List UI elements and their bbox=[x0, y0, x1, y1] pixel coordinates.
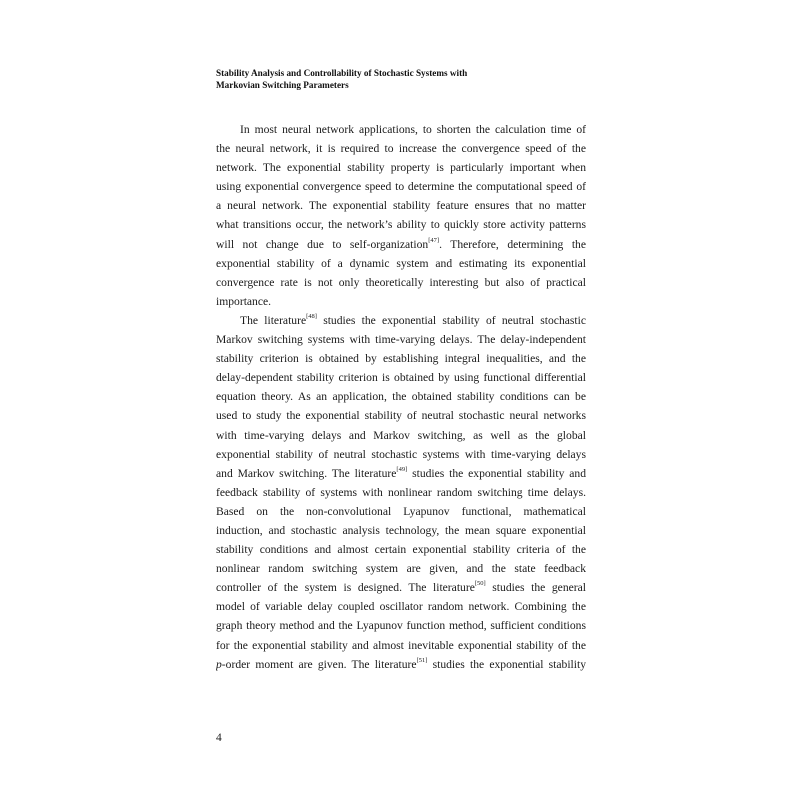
text-line: equation theory. As an application, the obtained stability conditions can be bbox=[216, 390, 586, 404]
text-line: the neural network, it is required to increase the convergence speed of the bbox=[216, 142, 586, 156]
math-variable-p: p bbox=[216, 657, 222, 671]
citation-48: [48] bbox=[306, 313, 317, 321]
text-line: graph theory method and the Lyapunov function method, sufficient conditions bbox=[216, 619, 586, 633]
citation-51: [51] bbox=[416, 656, 428, 664]
text-line: Markov switching systems with time-varying delays. The delay-independent bbox=[216, 333, 586, 347]
text-line: using exponential convergence speed to determine the computational speed of bbox=[216, 180, 586, 194]
text-line: feedback stability of systems with nonlinear random switching time delays. bbox=[216, 485, 586, 499]
text-line: will not change due to self-organization[47]. Therefore, determining the bbox=[216, 236, 586, 251]
text-line: convergence rate is not only theoretically interesting but also of practical bbox=[216, 275, 586, 289]
paragraph-1 bbox=[216, 120, 586, 311]
running-header-line-2: Markovian Switching Parameters bbox=[216, 80, 349, 90]
text-line: model of variable delay coupled oscillator random network. Combining the bbox=[216, 600, 586, 614]
text-line: for the exponential stability and almost inevitable exponential stability of the bbox=[216, 638, 586, 652]
text-line: The literature[48] studies the exponential stability of neutral stochastic bbox=[240, 313, 586, 327]
text-line: and Markov switching. The literature[49] studies the exponential stability and bbox=[216, 465, 586, 480]
paragraph-2 bbox=[216, 311, 586, 674]
text-line: what transitions occur, the network’s ability to quickly store activity patterns bbox=[216, 218, 586, 232]
text-line: delay-dependent stability criterion is obtained by using functional differential bbox=[216, 371, 586, 385]
running-header bbox=[216, 67, 616, 91]
text-line: nonlinear random switching system are given, and the state feedback bbox=[216, 562, 586, 576]
text-line: p-order moment are given. The literature[51] studies the exponential stability bbox=[216, 656, 586, 671]
text-line: with time-varying delays and Markov switching, as well as the global bbox=[216, 428, 586, 442]
text-line: controller of the system is designed. The literature[50] studies the general bbox=[216, 580, 586, 595]
body-text bbox=[216, 120, 586, 674]
citation-47: [47] bbox=[428, 236, 440, 244]
text-line: Based on the non-convolutional Lyapunov functional, mathematical bbox=[216, 504, 586, 518]
text-line: used to study the exponential stability of neutral stochastic neural networks bbox=[216, 409, 586, 423]
text-line: stability criterion is obtained by establishing integral inequalities, and the bbox=[216, 352, 586, 366]
text-line: network. The exponential stability property is particularly important when bbox=[216, 161, 586, 175]
text-line: stability conditions and almost certain exponential stability criteria of the bbox=[216, 543, 586, 557]
text-line: a neural network. The exponential stability feature ensures that no matter bbox=[216, 199, 586, 213]
running-header-line-1: Stability Analysis and Controllability of Stochastic Systems with bbox=[216, 68, 468, 78]
text-line: induction, and stochastic analysis technology, the mean square exponential bbox=[216, 523, 586, 537]
text-line: exponential stability of neutral stochastic systems with time-varying delays bbox=[216, 447, 586, 461]
page-number: 4 bbox=[216, 732, 222, 744]
citation-49: [49] bbox=[396, 465, 408, 473]
text-line: exponential stability of a dynamic system and estimating its exponential bbox=[216, 256, 586, 270]
citation-50: [50] bbox=[474, 580, 486, 588]
text-line: In most neural network applications, to shorten the calculation time of bbox=[240, 123, 586, 136]
text-line: importance. bbox=[216, 294, 272, 308]
